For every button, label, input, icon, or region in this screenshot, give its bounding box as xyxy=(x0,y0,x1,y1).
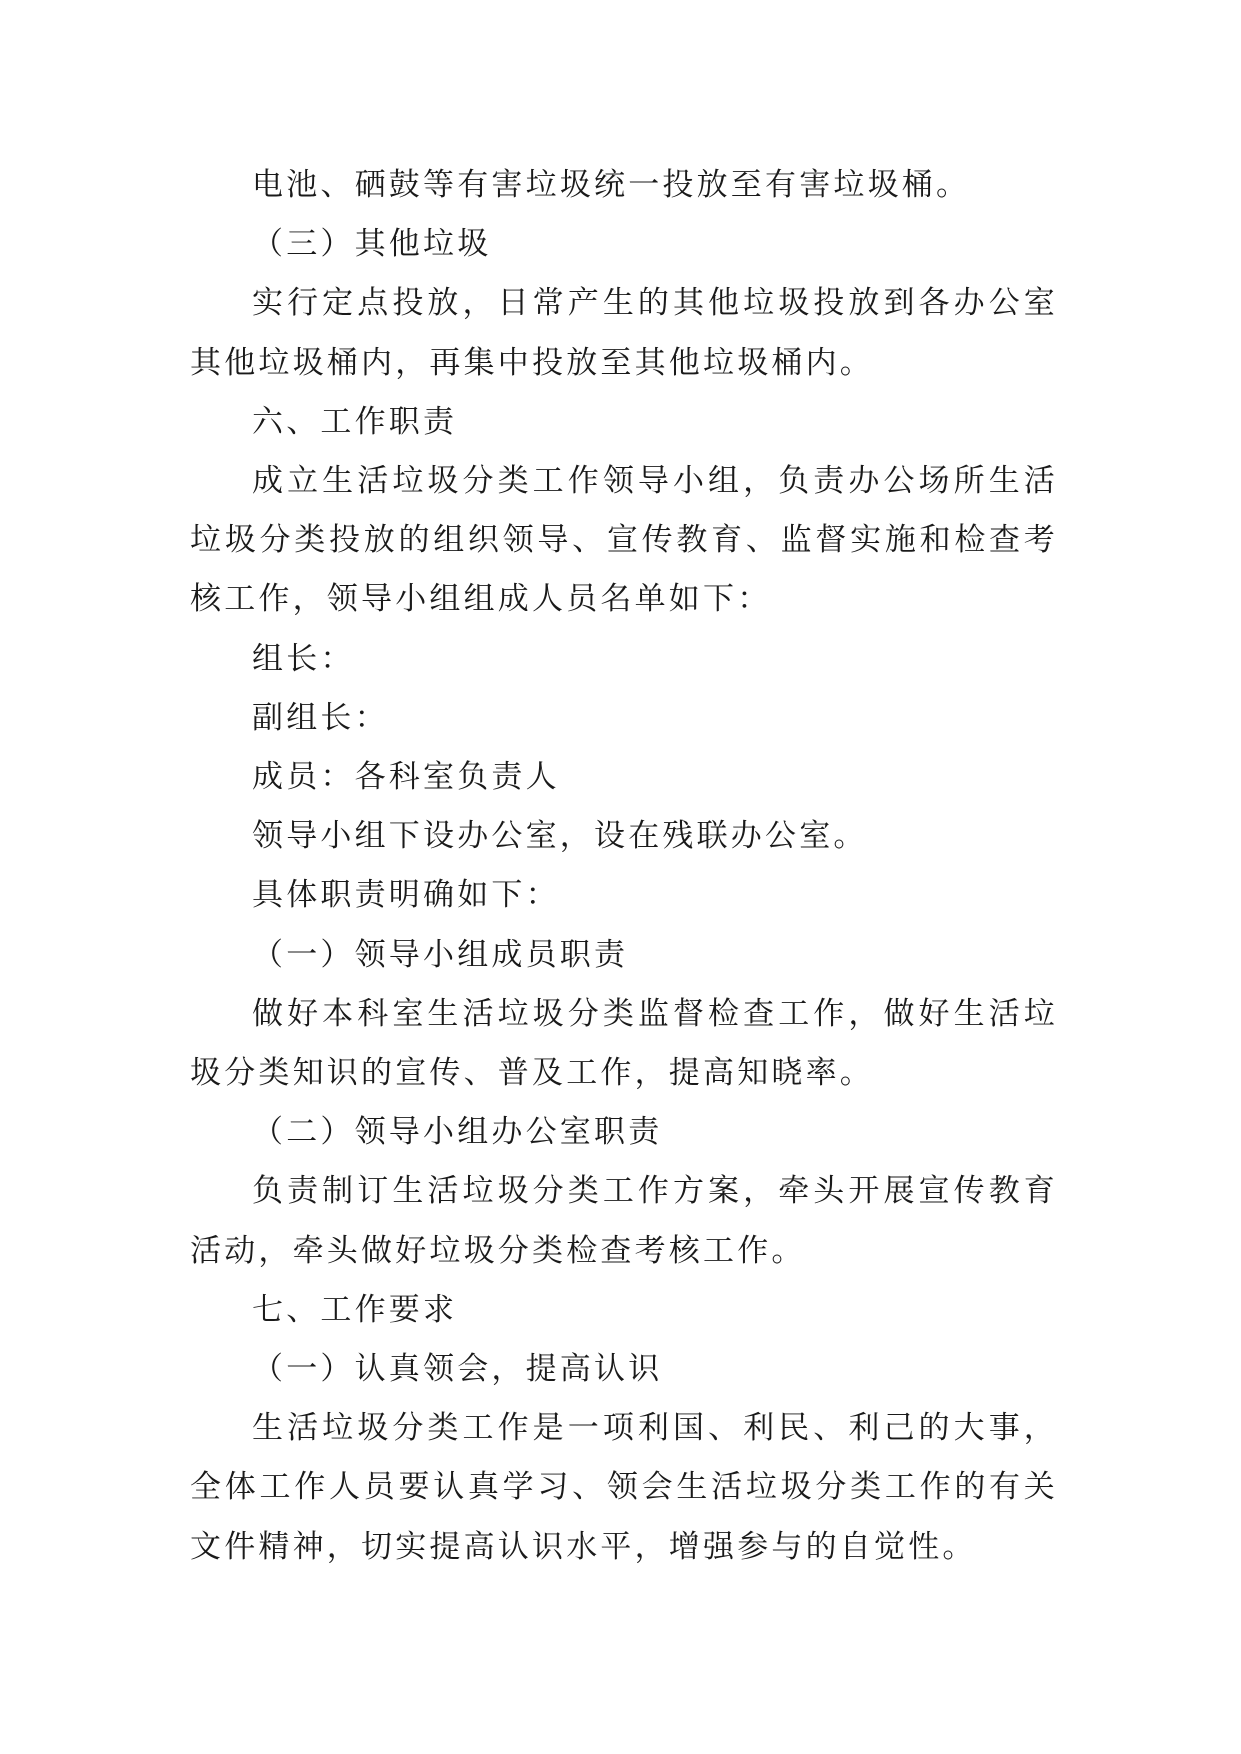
paragraph-member-duties: 做好本科室生活垃圾分类监督检查工作，做好生活垃圾分类知识的宣传、普及工作，提高知晓率。 xyxy=(190,995,1058,1092)
section-heading-requirements: 七、工作要求 xyxy=(252,1291,458,1328)
section-heading-responsibilities: 六、工作职责 xyxy=(252,403,458,440)
paragraph-leading-group: 成立生活垃圾分类工作领导小组，负责办公场所生活垃圾分类投放的组织领导、宣传教育、监督实施和检查考核工作，领导小组组成人员名单如下： xyxy=(190,463,1058,618)
paragraph-hazardous-waste-continuation: 电池、硒鼓等有害垃圾统一投放至有害垃圾桶。 xyxy=(252,167,971,203)
paragraph-other-waste-disposal: 实行定点投放，日常产生的其他垃圾投放到各办公室其他垃圾桶内，再集中投放至其他垃圾桶内。 xyxy=(190,285,1058,381)
paragraph-office-duties: 负责制订生活垃圾分类工作方案，牵头开展宣传教育活动，牵头做好垃圾分类检查考核工作。 xyxy=(190,1173,1058,1269)
paragraph-duties-intro: 具体职责明确如下： xyxy=(252,877,560,914)
paragraph-members: 成员：各科室负责人 xyxy=(252,759,560,796)
subheading-understanding: （一）认真领会，提高认识 xyxy=(252,1351,663,1388)
subheading-member-duties: （一）领导小组成员职责 xyxy=(252,936,629,973)
document-body xyxy=(190,156,1058,1577)
paragraph-office-setup: 领导小组下设办公室，设在残联办公室。 xyxy=(252,818,868,855)
paragraph-group-leader: 组长： xyxy=(252,640,355,677)
subheading-other-waste: （三）其他垃圾 xyxy=(252,226,492,263)
paragraph-understanding: 生活垃圾分类工作是一项利国、利民、利己的大事，全体工作人员要认真学习、领会生活垃圾分类工作的有关文件精神，切实提高认识水平，增强参与的自觉性。 xyxy=(190,1410,1058,1565)
subheading-office-duties: （二）领导小组办公室职责 xyxy=(252,1114,663,1151)
paragraph-deputy-leader: 副组长： xyxy=(252,699,389,736)
